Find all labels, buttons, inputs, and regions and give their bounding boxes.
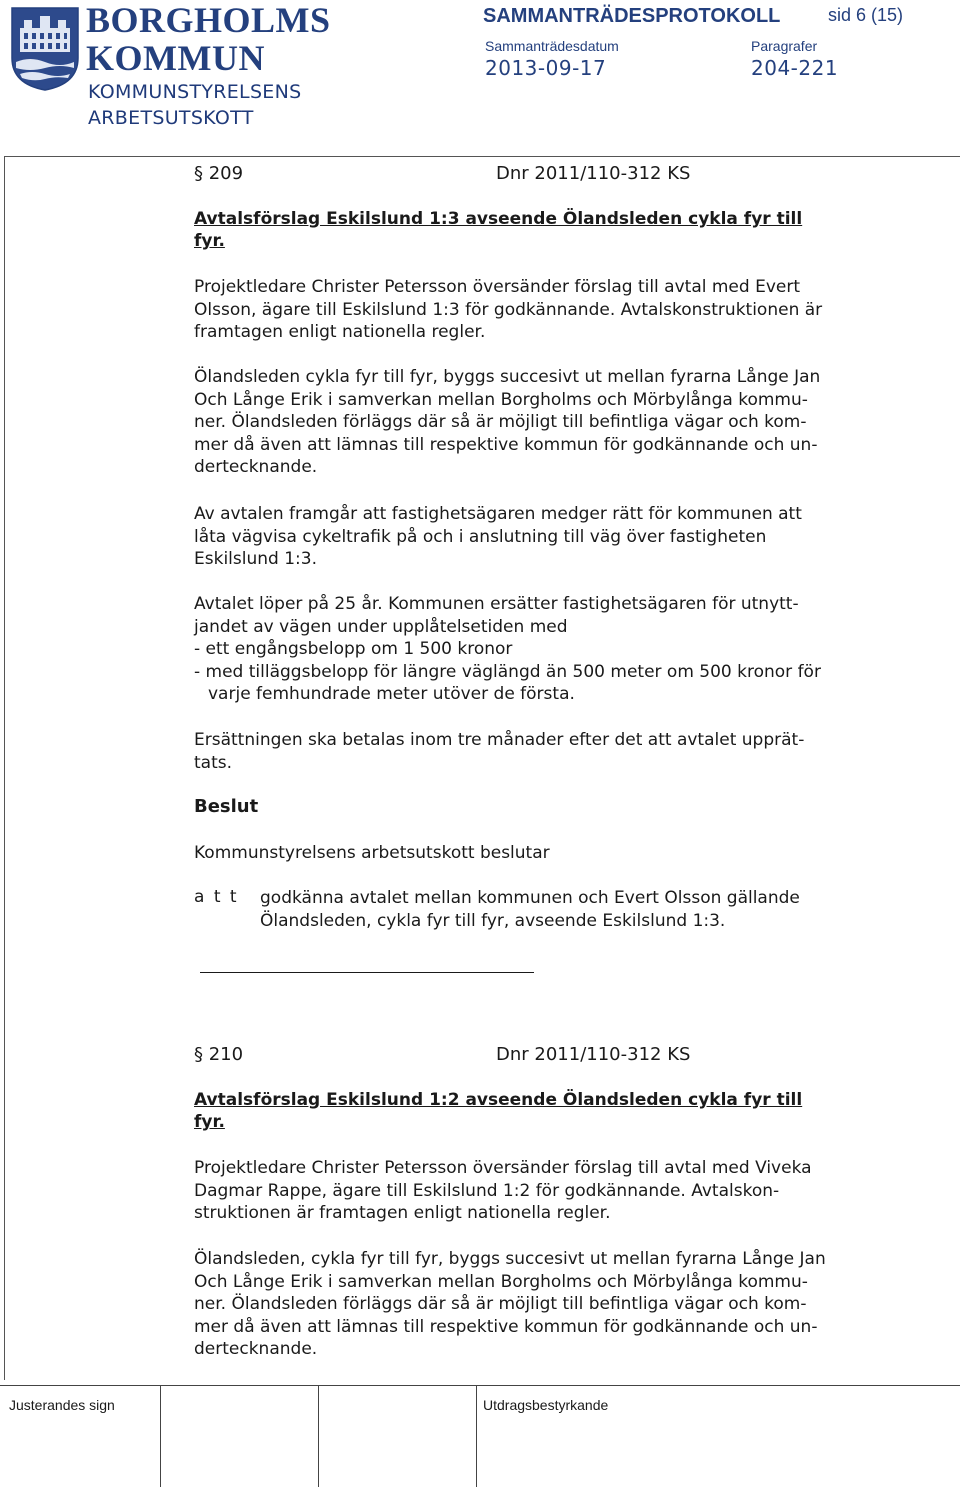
paragraph: Ölandsleden cykla fyr till fyr, byggs succesivt ut mellan fyrarna Långe Jan Och Långe Erik i samverkan mellan Borgholms och Mörbylånga kommu- ner. Ölandsleden förläggs där så är möjligt till befintliga vägar och kom- mer då även att lämnas till respektive kommun för godkännande och un- dertecknande. — [194, 367, 821, 477]
paragraphs-label: Paragrafer — [751, 38, 818, 54]
paragraph: Projektledare Christer Petersson översänder förslag till avtal med Viveka Dagmar Rappe, ägare till Eskilslund 1:2 för godkännande. Avtalskon- struktionen är framtagen enligt nationella regler. — [194, 1158, 812, 1223]
beslut-heading: Beslut — [194, 796, 259, 817]
att-label: a t t — [194, 887, 239, 907]
section-heading: Avtalsförslag Eskilslund 1:3 avseende Ölandsleden cykla fyr till fyr. — [194, 209, 803, 251]
document-title: SAMMANTRÄDESPROTOKOLL — [483, 5, 781, 27]
org-name-line2: KOMMUN — [86, 38, 265, 78]
paragraph: Av avtalen framgår att fastighetsägaren medger rätt för kommunen att låta vägvisa cykeltrafik på och i anslutning till väg över fastigheten Eskilslund 1:3. — [194, 504, 802, 569]
paragraph: Avtalet löper på 25 år. Kommunen ersätter fastighetsägaren för utnytt- jandet av vägen under upplåtelsetiden med - ett engångsbelopp om 1 500 kronor - med tilläggsbelopp för längre väglängd än 500 meter om 500 kronor för varje femhundrade meter utöver de första. — [194, 594, 821, 704]
section-number: § 210 — [194, 1044, 244, 1065]
committee-line1: KOMMUNSTYRELSENS — [88, 81, 302, 103]
frame-left-rule — [4, 156, 5, 1380]
committee-line2: ARBETSUTSKOTT — [88, 107, 254, 129]
date-label: Sammanträdesdatum — [485, 38, 619, 54]
municipal-crest-icon — [10, 6, 80, 92]
decision-intro: Kommunstyrelsens arbetsutskott beslutar — [194, 843, 550, 863]
page-number: sid 6 (15) — [828, 5, 904, 25]
section-dnr: Dnr 2011/110-312 KS — [496, 163, 691, 184]
sign-box-divider — [318, 1386, 319, 1487]
section-number: § 209 — [194, 163, 244, 184]
decision-text: godkänna avtalet mellan kommunen och Evert Olsson gällande Ölandsleden, cykla fyr till fyr, avseende Eskilslund 1:3. — [260, 888, 800, 931]
org-name-line1: BORGHOLMS — [86, 0, 331, 40]
sign-label: Justerandes sign — [9, 1397, 115, 1413]
paragraphs-value: 204-221 — [751, 56, 839, 80]
date-value: 2013-09-17 — [485, 56, 607, 80]
sign-box-divider — [476, 1386, 477, 1487]
section-heading: Avtalsförslag Eskilslund 1:2 avseende Ölandsleden cykla fyr till fyr. — [194, 1090, 803, 1132]
frame-top-rule — [4, 156, 960, 157]
paragraph: Ersättningen ska betalas inom tre månader efter det att avtalet upprät- tats. — [194, 730, 805, 773]
paragraph: Ölandsleden, cykla fyr till fyr, byggs succesivt ut mellan fyrarna Långe Jan Och Långe Erik i samverkan mellan Borgholms och Mörbylånga kommu- ner. Ölandsleden förläggs där så är möjligt till befintliga vägar och kom- mer då även att lämnas till respektive kommun för godkännande och un- dertecknande. — [194, 1249, 826, 1359]
section-separator — [200, 972, 534, 973]
section-dnr: Dnr 2011/110-312 KS — [496, 1044, 691, 1065]
extract-label: Utdragsbestyrkande — [483, 1397, 609, 1413]
paragraph: Projektledare Christer Petersson översänder förslag till avtal med Evert Olsson, ägare till Eskilslund 1:3 för godkännande. Avtalskonstruktionen är framtagen enligt nationella regler. — [194, 277, 823, 342]
footer-rule — [0, 1385, 960, 1386]
sign-box-divider — [160, 1386, 161, 1487]
